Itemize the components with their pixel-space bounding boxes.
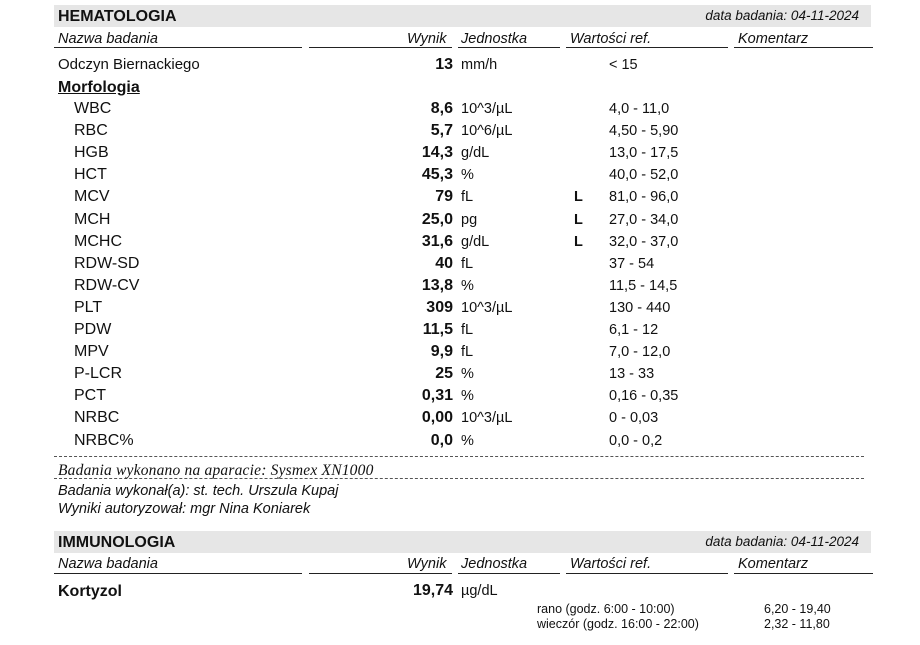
dashed-divider (54, 456, 864, 457)
ref-range: 130 - 440 (609, 300, 671, 316)
test-name: MCH (74, 211, 111, 228)
ref-range: 27,0 - 34,0 (609, 212, 679, 228)
unit: % (461, 366, 474, 382)
test-name-esr: Odczyn Biernackiego (58, 56, 200, 73)
result-value: 25 (435, 365, 453, 382)
test-name-cortisol: Kortyzol (58, 583, 122, 600)
ref-range: 81,0 - 96,0 (609, 189, 679, 205)
unit: fL (461, 256, 474, 272)
exam-date: data badania: 04-11-2024 (705, 8, 859, 23)
ref-range-esr: < 15 (609, 57, 638, 73)
test-name: NRBC (74, 409, 120, 426)
ref-range-evening: 2,32 - 11,80 (764, 617, 830, 631)
authorized-by: Wyniki autoryzował: mgr Nina Koniarek (58, 501, 311, 517)
analyzer-note: Badania wykonano na aparacie: Sysmex XN1000 (58, 462, 374, 479)
result-value: 9,9 (430, 343, 453, 360)
result-value: 14,3 (421, 144, 453, 161)
ref-range: 0,16 - 0,35 (609, 388, 679, 404)
test-name: MPV (74, 343, 109, 360)
test-name: NRBC% (74, 432, 134, 449)
test-name: MCHC (74, 233, 122, 250)
flag-low: L (574, 212, 583, 228)
unit: 10^3/µL (461, 410, 513, 426)
section-title: HEMATOLOGIA (58, 8, 177, 25)
unit: 10^3/µL (461, 101, 513, 117)
ref-range: 40,0 - 52,0 (609, 167, 679, 183)
test-name: RDW-SD (74, 255, 140, 272)
result-value: 0,31 (421, 387, 453, 404)
col-header-comment: Komentarz (738, 556, 809, 572)
test-name: PDW (74, 321, 112, 338)
ref-range: 4,0 - 11,0 (609, 101, 670, 117)
header-rule (54, 47, 302, 48)
test-name: RBC (74, 122, 108, 139)
unit: 10^6/µL (461, 123, 513, 139)
test-name: HCT (74, 166, 107, 183)
result-value: 13,8 (421, 277, 453, 294)
test-name: HGB (74, 144, 109, 161)
col-header-name: Nazwa badania (58, 556, 158, 572)
result-value: 5,7 (430, 122, 453, 139)
ref-range: 4,50 - 5,90 (609, 123, 679, 139)
unit: % (461, 278, 474, 294)
unit: 10^3/µL (461, 300, 513, 316)
hematology-header-bar (54, 5, 871, 27)
ref-label-evening: wieczór (godz. 16:00 - 22:00) (537, 617, 699, 631)
col-header-unit: Jednostka (461, 31, 528, 47)
result-value-esr: 13 (435, 56, 453, 73)
unit: pg (461, 212, 478, 228)
section-title: IMMUNOLOGIA (58, 534, 176, 551)
ref-range: 13,0 - 17,5 (609, 145, 679, 161)
morphology-subtitle: Morfologia (58, 79, 140, 96)
header-rule (566, 47, 728, 48)
unit: fL (461, 344, 474, 360)
ref-range: 13 - 33 (609, 366, 655, 382)
ref-range: 37 - 54 (609, 256, 655, 272)
col-header-name: Nazwa badania (58, 31, 158, 47)
result-value: 25,0 (421, 211, 453, 228)
ref-range: 32,0 - 37,0 (609, 234, 679, 250)
ref-range: 0,0 - 0,2 (609, 433, 663, 449)
ref-range: 11,5 - 14,5 (609, 278, 678, 294)
col-header-result: Wynik (407, 556, 447, 572)
flag-low: L (574, 234, 583, 250)
test-name: RDW-CV (74, 277, 140, 294)
ref-range-morning: 6,20 - 19,40 (764, 602, 831, 616)
exam-date: data badania: 04-11-2024 (705, 534, 859, 549)
result-value: 11,5 (422, 321, 453, 338)
col-header-ref: Wartości ref. (570, 31, 652, 47)
test-name: P-LCR (74, 365, 123, 382)
ref-range: 0 - 0,03 (609, 410, 659, 426)
col-header-comment: Komentarz (738, 31, 809, 47)
unit: g/dL (461, 234, 490, 250)
header-rule (734, 47, 873, 48)
header-rule (309, 47, 452, 48)
unit: % (461, 433, 474, 449)
test-name: WBC (74, 100, 112, 117)
header-rule (734, 573, 873, 574)
unit: g/dL (461, 145, 490, 161)
unit-esr: mm/h (461, 57, 498, 73)
result-value: 79 (435, 188, 453, 205)
immunology-header-bar (54, 531, 871, 553)
flag-low: L (574, 189, 583, 205)
test-name: PCT (74, 387, 106, 404)
col-header-ref: Wartości ref. (570, 556, 652, 572)
result-value: 31,6 (421, 233, 453, 250)
header-rule (309, 573, 452, 574)
result-value: 8,6 (430, 100, 453, 117)
unit: fL (461, 322, 474, 338)
header-rule (566, 573, 728, 574)
unit: % (461, 388, 474, 404)
result-value: 40 (435, 255, 453, 272)
unit: fL (461, 189, 474, 205)
unit-cortisol: µg/dL (461, 583, 498, 599)
header-rule (458, 573, 560, 574)
header-rule (54, 573, 302, 574)
test-name: PLT (74, 299, 103, 316)
result-value: 0,0 (430, 432, 453, 449)
ref-range: 6,1 - 12 (609, 322, 659, 338)
result-value: 0,00 (421, 409, 453, 426)
ref-label-morning: rano (godz. 6:00 - 10:00) (537, 602, 675, 616)
col-header-unit: Jednostka (461, 556, 528, 572)
result-value: 309 (426, 299, 453, 316)
unit: % (461, 167, 474, 183)
col-header-result: Wynik (407, 31, 447, 47)
test-name: MCV (74, 188, 110, 205)
performed-by: Badania wykonał(a): st. tech. Urszula Kupaj (58, 483, 339, 499)
header-rule (458, 47, 560, 48)
ref-range: 7,0 - 12,0 (609, 344, 671, 360)
result-value-cortisol: 19,74 (412, 582, 453, 599)
result-value: 45,3 (421, 166, 453, 183)
